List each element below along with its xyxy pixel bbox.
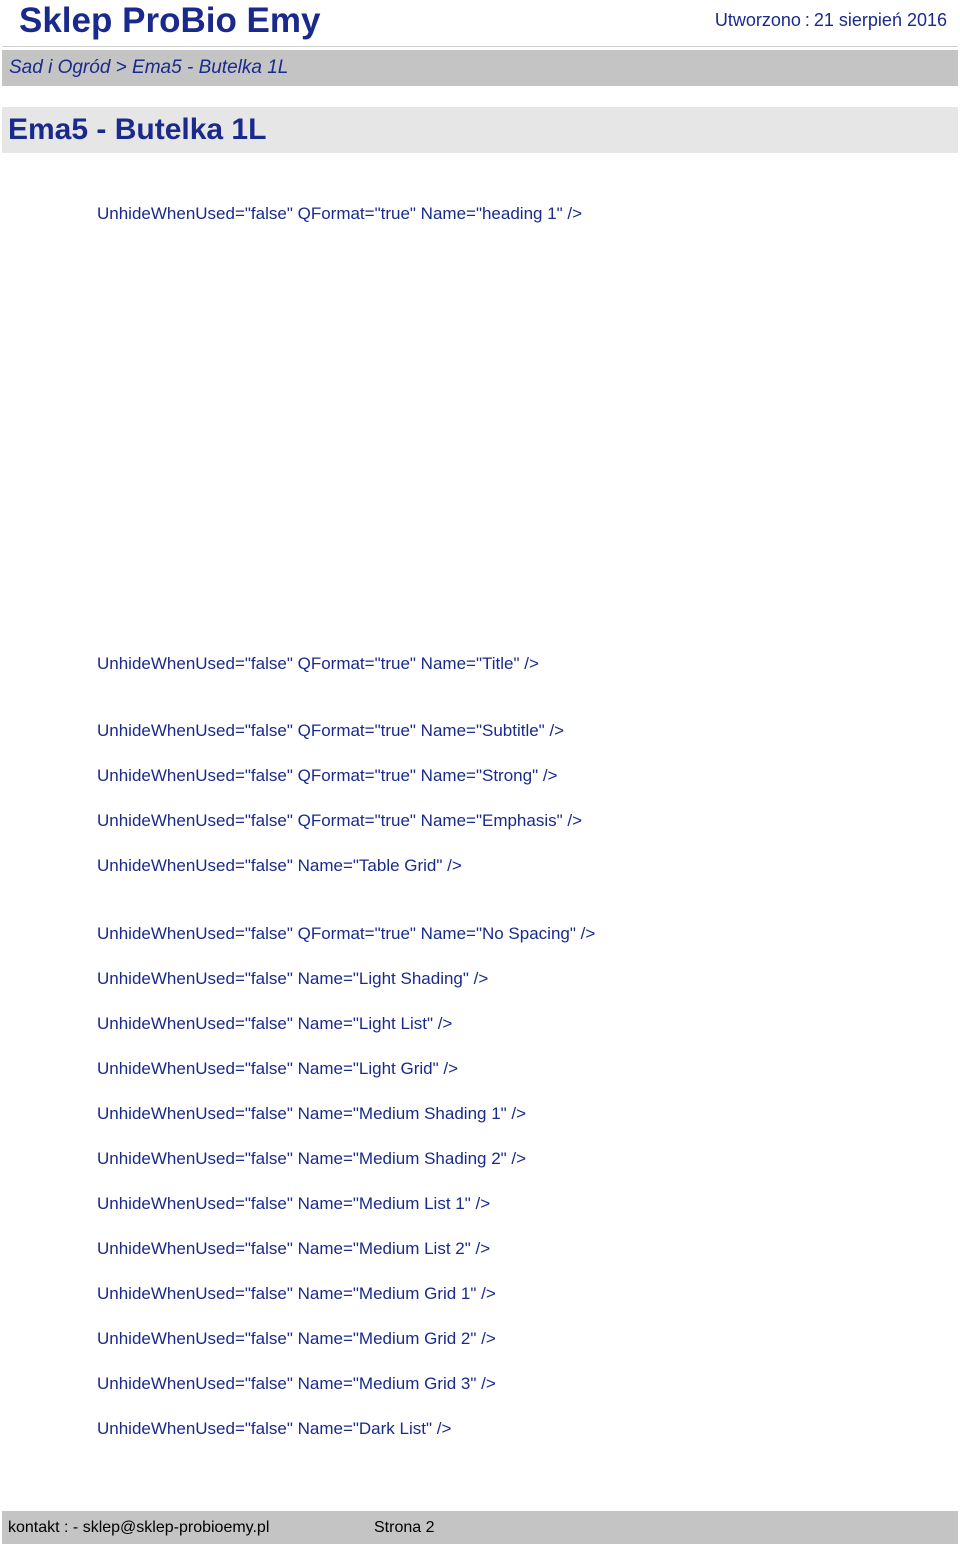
footer-contact: kontakt : - sklep@sklep-probioemy.pl bbox=[8, 1519, 270, 1536]
page-header bbox=[0, 0, 960, 46]
content-line: UnhideWhenUsed="false" Name="Table Grid" /> bbox=[97, 856, 462, 875]
content-line: UnhideWhenUsed="false" Name="Dark List" /> bbox=[97, 1419, 452, 1438]
created-separator: : bbox=[804, 10, 810, 30]
content-line: UnhideWhenUsed="false" Name="Medium Grid 2" /> bbox=[97, 1329, 496, 1348]
content-line: UnhideWhenUsed="false" Name="Medium List 2" /> bbox=[97, 1239, 491, 1258]
page-footer bbox=[2, 1511, 958, 1544]
footer-page-number: Strona 2 bbox=[374, 1519, 435, 1536]
content-line: UnhideWhenUsed="false" Name="Medium List 1" /> bbox=[97, 1194, 491, 1213]
created-date-info bbox=[715, 8, 947, 32]
content-line: UnhideWhenUsed="false" QFormat="true" Name="Subtitle" /> bbox=[97, 721, 565, 740]
content-line: UnhideWhenUsed="false" Name="Light List" /> bbox=[97, 1014, 453, 1033]
content-line: UnhideWhenUsed="false" QFormat="true" Name="Emphasis" /> bbox=[97, 811, 583, 830]
shop-title: Sklep ProBio Emy bbox=[19, 1, 321, 40]
content-line: UnhideWhenUsed="false" QFormat="true" Name="No Spacing" /> bbox=[97, 924, 596, 943]
content-line: UnhideWhenUsed="false" Name="Light Grid" /> bbox=[97, 1059, 459, 1078]
content-line: UnhideWhenUsed="false" Name="Medium Shading 2" /> bbox=[97, 1149, 527, 1168]
content-line: UnhideWhenUsed="false" Name="Light Shading" /> bbox=[97, 969, 489, 988]
content-line: UnhideWhenUsed="false" QFormat="true" Name="Strong" /> bbox=[97, 766, 558, 785]
content-line: UnhideWhenUsed="false" Name="Medium Shading 1" /> bbox=[97, 1104, 527, 1123]
breadcrumb: Sad i Ogród > Ema5 - Butelka 1L bbox=[9, 57, 289, 78]
content-line: UnhideWhenUsed="false" Name="Medium Grid 3" /> bbox=[97, 1374, 496, 1393]
title-bar bbox=[2, 107, 958, 153]
header-divider bbox=[2, 46, 958, 47]
content-line: UnhideWhenUsed="false" Name="Medium Grid 1" /> bbox=[97, 1284, 496, 1303]
created-date: 21 sierpień 2016 bbox=[813, 10, 947, 30]
breadcrumb-bar bbox=[2, 50, 958, 86]
content-line: UnhideWhenUsed="false" QFormat="true" Name="heading 1" /> bbox=[97, 204, 583, 223]
content-line: UnhideWhenUsed="false" QFormat="true" Name="Title" /> bbox=[97, 654, 539, 673]
page-title: Ema5 - Butelka 1L bbox=[8, 113, 267, 146]
created-label: Utworzono bbox=[714, 10, 801, 30]
